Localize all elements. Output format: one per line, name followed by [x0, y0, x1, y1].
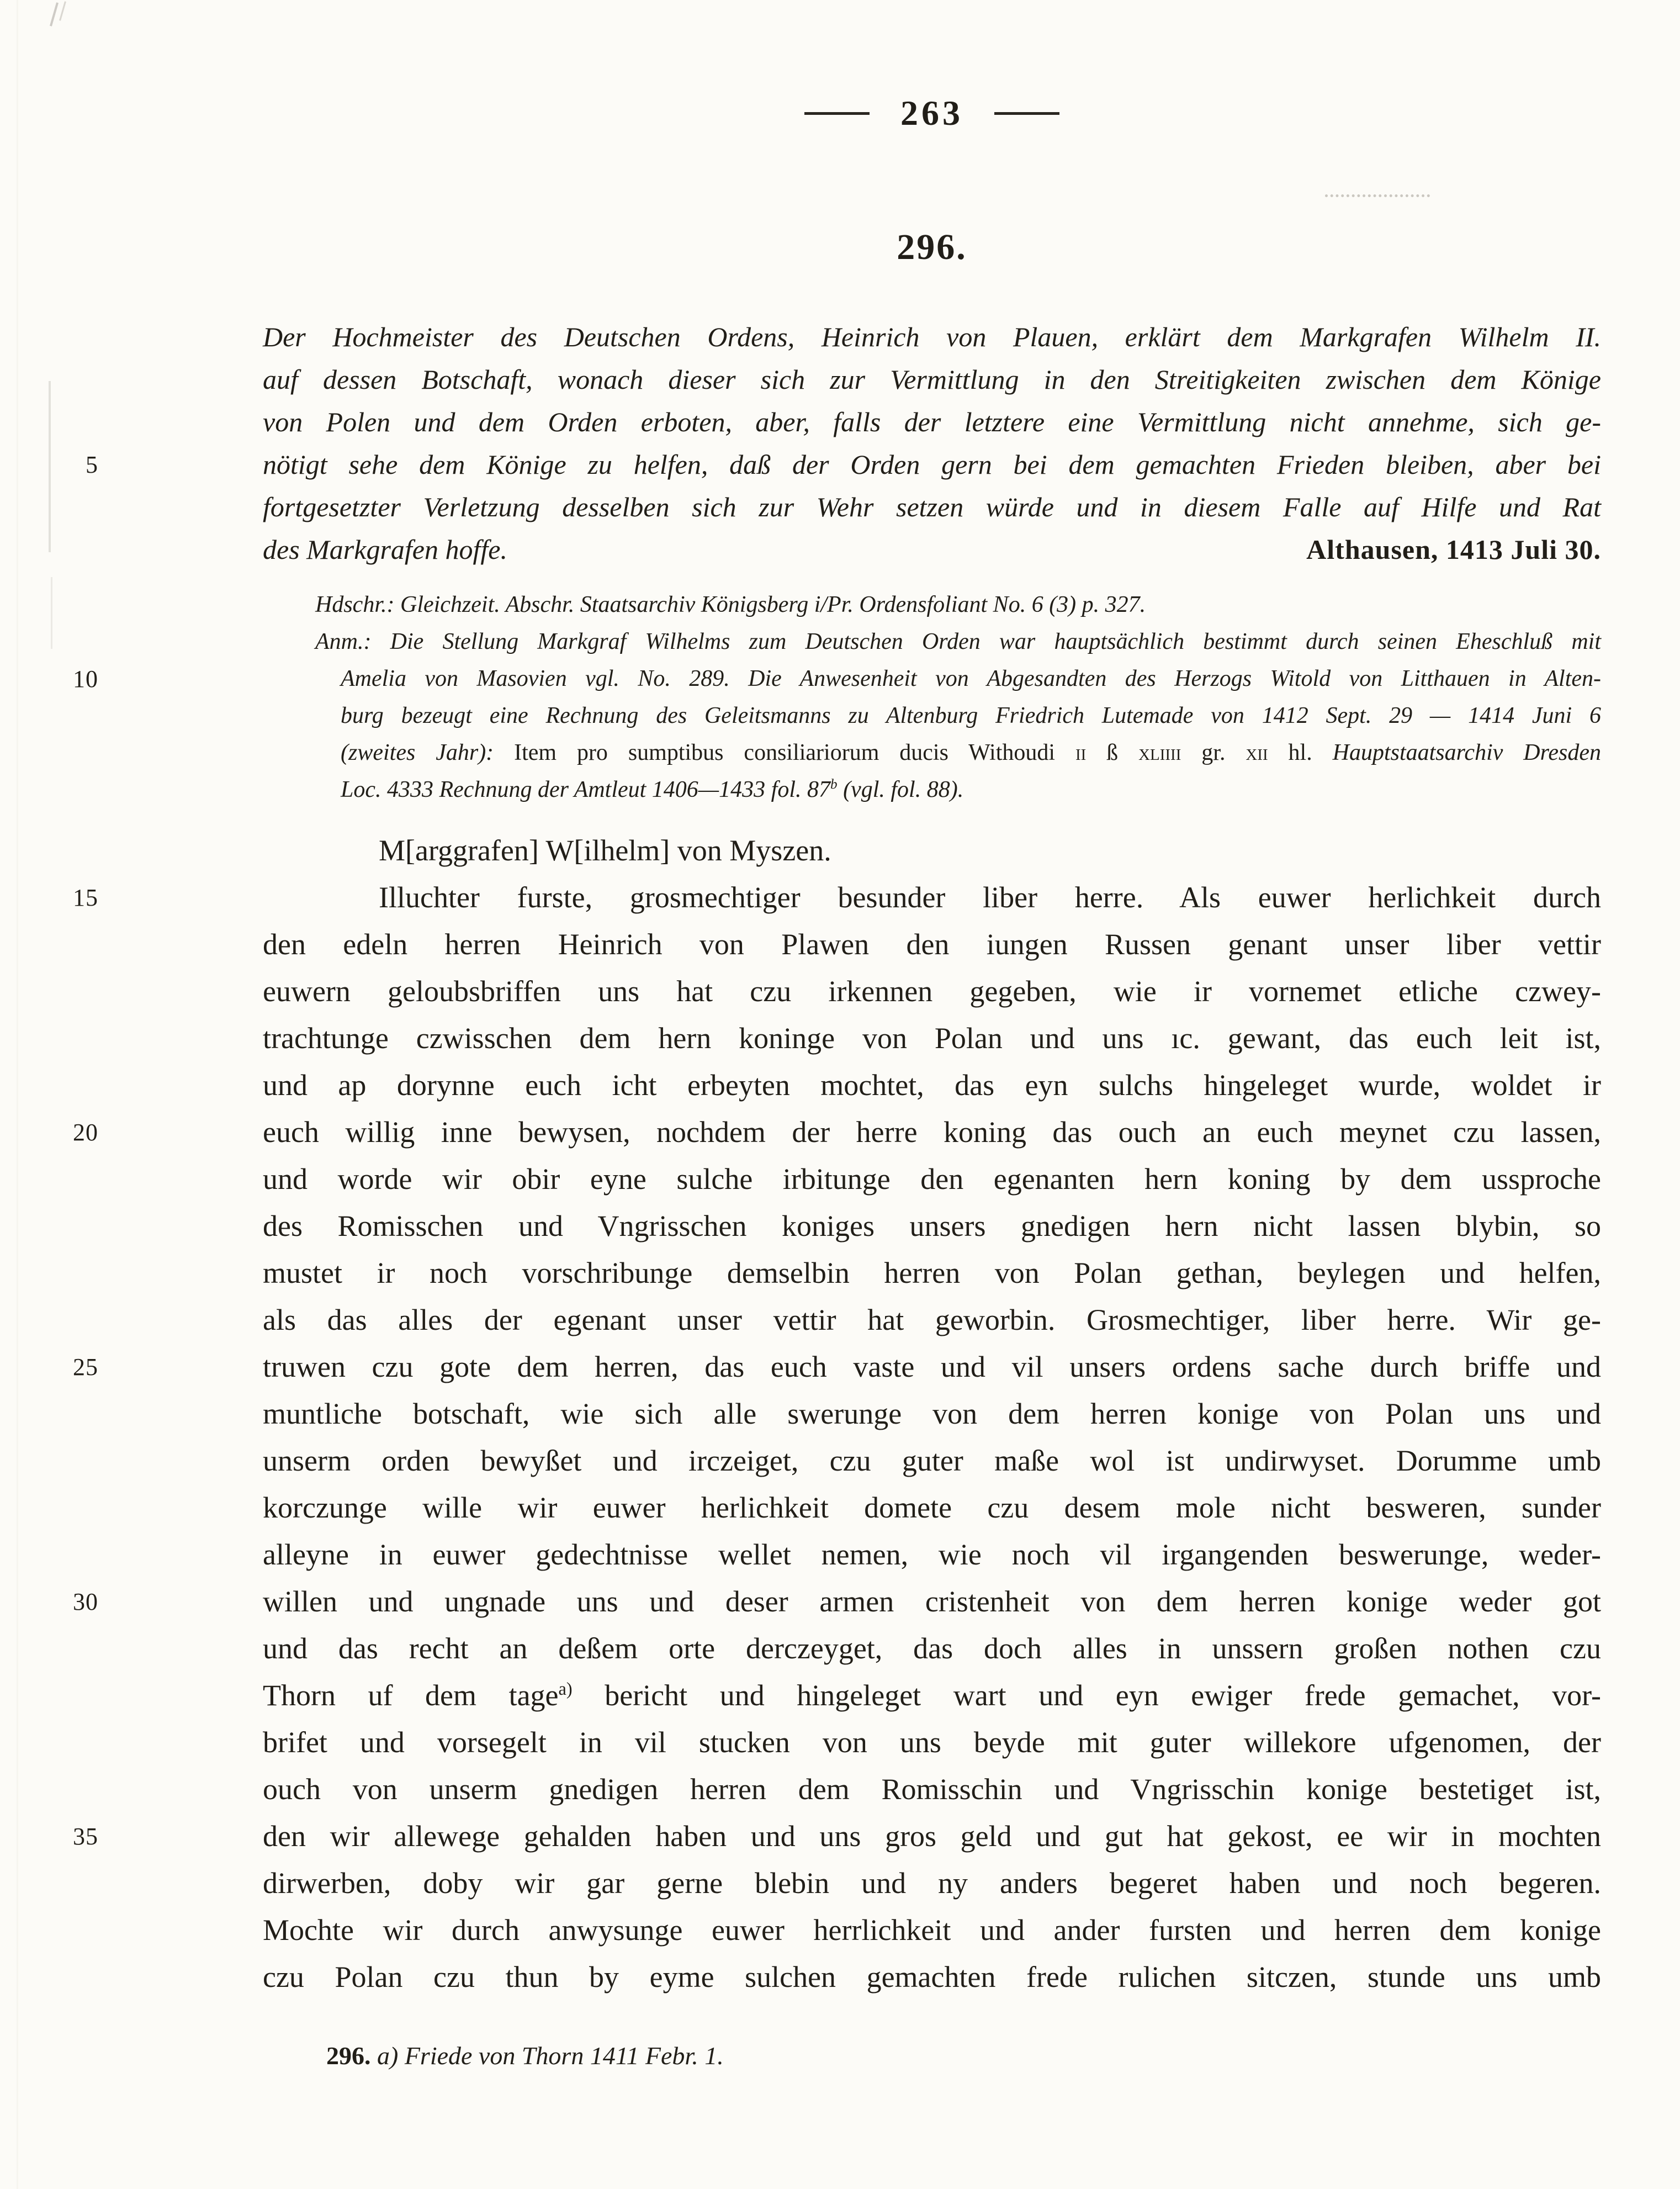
text-line-row: [263, 921, 1601, 968]
text-line: [263, 1907, 1601, 1954]
text-segment: xliiii: [1138, 740, 1181, 765]
text-line-row: [263, 1954, 1601, 2001]
text-segment: brifet und vorsegelt in vil stucken von uns beyde mit guter willekore ufgenomen, der: [263, 1726, 1601, 1759]
text-line: [263, 316, 1601, 358]
text-line-row: [315, 771, 1601, 808]
text-segment: den edeln herren Heinrich von Plawen den iungen Russen genant unser liber vettir: [263, 928, 1601, 961]
text-line: [263, 1109, 1601, 1156]
scan-artifact: [51, 577, 52, 649]
text-line-row: [263, 968, 1601, 1015]
text-segment: Mochte wir durch anwysunge euwer herrlichkeit und ander fursten und herren dem konige: [263, 1913, 1601, 1947]
text-line-row: [73, 1578, 1601, 1625]
text-line-row: [263, 316, 1601, 358]
text-line: [326, 2039, 1568, 2073]
text-line-row: [263, 1625, 1601, 1672]
text-line-row: [86, 443, 1601, 486]
text-line-row: [73, 660, 1601, 697]
margin-line-number: 20: [73, 1119, 98, 1146]
text-line: [263, 874, 1601, 921]
text-line: [315, 623, 1601, 660]
text-line-row: [263, 1015, 1601, 1062]
footnote: [326, 2039, 1568, 2073]
text-line: [263, 1531, 1601, 1578]
text-line: [263, 358, 1601, 401]
text-line-row: [315, 697, 1601, 734]
margin-line-number: 35: [73, 1823, 98, 1850]
document-number: 296.: [897, 227, 967, 267]
text-segment: truwen czu gote dem herren, das euch vaste und vil unsers ordens sache durch briffe und: [263, 1350, 1601, 1383]
text-line-row: [73, 1344, 1601, 1390]
text-segment: (vgl. fol. 88).: [837, 777, 964, 802]
superscript-reference: b: [830, 777, 838, 792]
text-segment: als das alles der egenant unser vettir hat geworbin. Grosmechtiger, liber herre. Wir ge-: [263, 1303, 1601, 1336]
text-segment: Loc. 4333 Rechnung der Amtleut 1406—1433 fol. 87: [341, 777, 830, 802]
text-segment: auf dessen Botschaft, wonach dieser sich zur Vermittlung in den Streitigkeiten zwischen dem Könige: [263, 364, 1601, 395]
text-line: [263, 1156, 1601, 1203]
text-line-row: [263, 1156, 1601, 1203]
text-segment: M[arggrafen] W[ilhelm] von Myszen.: [379, 834, 831, 867]
text-line: [263, 1813, 1601, 1860]
text-segment: Hdschr.: Gleichzeit. Abschr. Staatsarchiv Königsberg i/Pr. Ordensfoliant No. 6 (3) p. 327.: [315, 592, 1146, 617]
text-line: [315, 697, 1601, 734]
text-segment: burg bezeugt eine Rechnung des Geleitsmanns zu Altenburg Friedrich Lutemade von 1412 Sept. 29 — 1414 Juni 6: [341, 703, 1601, 728]
text-segment: xii: [1246, 740, 1268, 765]
text-line-row: [263, 1062, 1601, 1109]
text-segment: trachtunge czwisschen dem hern koninge von Polan und uns ıc. gewant, das euch leit ist,: [263, 1022, 1601, 1055]
text-segment: und ap dorynne euch icht erbeyten mochtet, das eyn sulchs hingeleget wurde, woldet ir: [263, 1069, 1601, 1102]
text-segment: ii: [1075, 740, 1087, 765]
margin-line-number: 5: [86, 451, 98, 478]
text-line: [263, 1766, 1601, 1813]
page-number: 263: [900, 93, 963, 133]
scan-artifact: [59, 1, 66, 20]
text-segment: euch willig inne bewysen, nochdem der herre koning das ouch an euch meynet czu lassen,: [263, 1115, 1601, 1149]
text-line: [263, 1297, 1601, 1344]
text-line-row: [263, 1484, 1601, 1531]
text-line-row: [263, 401, 1601, 443]
header-rule-right: [994, 112, 1059, 115]
page-header: [263, 93, 1601, 134]
text-line: [315, 586, 1601, 623]
text-line: [263, 1954, 1601, 2001]
text-line: [315, 734, 1601, 771]
text-segment: mustet ir noch vorschribunge demselbin herren von Polan gethan, beylegen und helfen,: [263, 1256, 1601, 1289]
text-line: [263, 827, 1601, 874]
text-segment: fortgesetzter Verletzung desselben sich zur Wehr setzen würde und in diesem Falle auf Hilfe und Rat: [263, 491, 1601, 522]
source-notes: [73, 586, 1602, 808]
scan-artifact: [49, 381, 51, 552]
text-line: [263, 1062, 1601, 1109]
scan-artifact: [17, 0, 18, 2189]
text-line: [263, 1672, 1601, 1719]
text-line-row: [263, 1203, 1601, 1250]
text-line: [263, 486, 1601, 528]
text-line-row: [315, 586, 1601, 623]
text-line-row: [263, 1719, 1601, 1766]
text-line: [263, 1860, 1601, 1907]
margin-line-number: 30: [73, 1588, 98, 1615]
text-line-row: [315, 734, 1601, 771]
margin-line-number: 15: [73, 884, 98, 911]
text-line-row: [315, 623, 1601, 660]
text-segment: den wir allewege gehalden haben und uns gros geld und gut hat gekost, ee wir in mochten: [263, 1820, 1601, 1853]
text-segment: korczunge wille wir euwer herlichkeit domete czu desem mole nicht besweren, sunder: [263, 1491, 1601, 1524]
text-line: [263, 1625, 1601, 1672]
text-line: [263, 921, 1601, 968]
text-segment: Illuchter furste, grosmechtiger besunder liber herre. Als euwer herlichkeit durch: [379, 881, 1601, 914]
text-line-row: [263, 1672, 1601, 1719]
text-line: [263, 1484, 1601, 1531]
text-line-row: [73, 1109, 1601, 1156]
superscript-reference: a): [558, 1679, 573, 1699]
text-segment: a) Friede von Thorn 1411 Febr. 1.: [377, 2042, 724, 2070]
text-segment: Anm.: Die Stellung Markgraf Wilhelms zum Deutschen Orden war hauptsächlich bestimmt durch seinen Eheschluß mit: [315, 629, 1601, 654]
text-segment: nötigt sehe dem Könige zu helfen, daß der Orden gern bei dem gemachten Frieden bleiben, aber bei: [263, 449, 1601, 480]
text-segment: czu Polan czu thun by eyme sulchen gemachten frede rulichen sitczen, stunde uns umb: [263, 1960, 1601, 1994]
header-rule-left: [804, 112, 870, 115]
text-segment: des Romisschen und Vngrisschen koniges unsers gnedigen hern nicht lassen blybin, so: [263, 1209, 1601, 1242]
regest: [86, 316, 1601, 571]
text-line-row: [263, 1766, 1601, 1813]
text-line: [263, 1437, 1601, 1484]
text-segment: Item pro sumptibus consiliariorum ducis Withoudi: [514, 740, 1075, 765]
text-segment: Amelia von Masovien vgl. No. 289. Die Anwesenheit von Abgesandten des Herzogs Witold von Litthauen in Alten-: [341, 666, 1601, 691]
regest-last-row: [263, 528, 1601, 571]
margin-line-number: 10: [73, 665, 98, 692]
text-line: [263, 401, 1601, 443]
text-segment: alleyne in euwer gedechtnisse wellet nemen, wie noch vil irgangenden beswerunge, weder-: [263, 1538, 1601, 1571]
text-line-row: [263, 1531, 1601, 1578]
text-line: [263, 968, 1601, 1015]
text-line-row: [263, 1297, 1601, 1344]
text-line: [263, 1578, 1601, 1625]
text-line-row: [263, 1390, 1601, 1437]
text-segment: gr.: [1181, 740, 1246, 765]
text-line: [263, 1719, 1601, 1766]
text-segment: ouch von unserm gnedigen herren dem Romisschin und Vngrisschin konige bestetiget ist,: [263, 1773, 1601, 1806]
text-segment: bericht und hingeleget wart und eyn ewiger frede gemachet, vor-: [572, 1679, 1602, 1712]
text-segment: euwern geloubsbriffen uns hat czu irkennen gegeben, wie ir vornemet etliche czwey-: [263, 975, 1601, 1008]
text-line-row: [73, 1813, 1601, 1860]
text-line-row: [263, 1437, 1601, 1484]
letter-body: [73, 827, 1602, 2001]
text-line: [315, 771, 1601, 808]
text-line-row: [263, 358, 1601, 401]
text-segment: muntliche botschaft, wie sich alle swerunge von dem herren konige von Polan uns und: [263, 1397, 1601, 1430]
text-line-row: [263, 827, 1601, 874]
text-segment: von Polen und dem Orden erboten, aber, falls der letztere eine Vermittlung nicht annehme, sich ge-: [263, 406, 1601, 437]
text-segment: und das recht an deßem orte derczeyget, das doch alles in unssern großen nothen czu: [263, 1632, 1601, 1665]
text-segment: dirwerben, doby wir gar gerne blebin und ny anders begeret haben und noch begeren.: [263, 1867, 1601, 1900]
text-segment: Thorn uf dem tage: [263, 1679, 559, 1712]
text-line-row: [263, 1860, 1601, 1907]
text-segment: 296.: [326, 2042, 377, 2070]
text-segment: Hauptstaatsarchiv Dresden: [1332, 740, 1602, 765]
scan-artifact: [50, 2, 59, 26]
text-line-row: [73, 874, 1601, 921]
text-segment: hl.: [1268, 740, 1333, 765]
text-line-row: [263, 486, 1601, 528]
text-segment: (zweites Jahr):: [341, 740, 515, 765]
text-segment: und worde wir obir eyne sulche irbitunge den egenanten hern koning by dem ussproche: [263, 1162, 1601, 1196]
regest-last-line: des Markgrafen hoffe.: [263, 534, 507, 565]
text-column: [73, 0, 1602, 2189]
text-line-row: [263, 1250, 1601, 1297]
text-segment: ß: [1086, 740, 1139, 765]
text-line: [263, 1203, 1601, 1250]
regest-lines: [86, 316, 1601, 528]
text-line: [315, 660, 1601, 697]
text-line: [263, 443, 1601, 486]
text-line-row: [263, 1907, 1601, 1954]
text-segment: Der Hochmeister des Deutschen Ordens, Heinrich von Plauen, erklärt dem Markgrafen Wilhelm II.: [263, 321, 1601, 352]
text-line-row: [326, 2039, 1568, 2073]
text-segment: willen und ungnade uns und deser armen cristenheit von dem herren konige weder got: [263, 1585, 1601, 1618]
margin-line-number: 25: [73, 1353, 98, 1381]
text-line: [263, 1390, 1601, 1437]
text-line: [263, 1344, 1601, 1390]
text-segment: unserm orden bewyßet und irczeiget, czu guter maße wol ist undirwyset. Dorumme umb: [263, 1444, 1601, 1477]
dateline: Althausen, 1413 Juli 30.: [1306, 534, 1601, 565]
text-line: [263, 1250, 1601, 1297]
text-line: [263, 1015, 1601, 1062]
